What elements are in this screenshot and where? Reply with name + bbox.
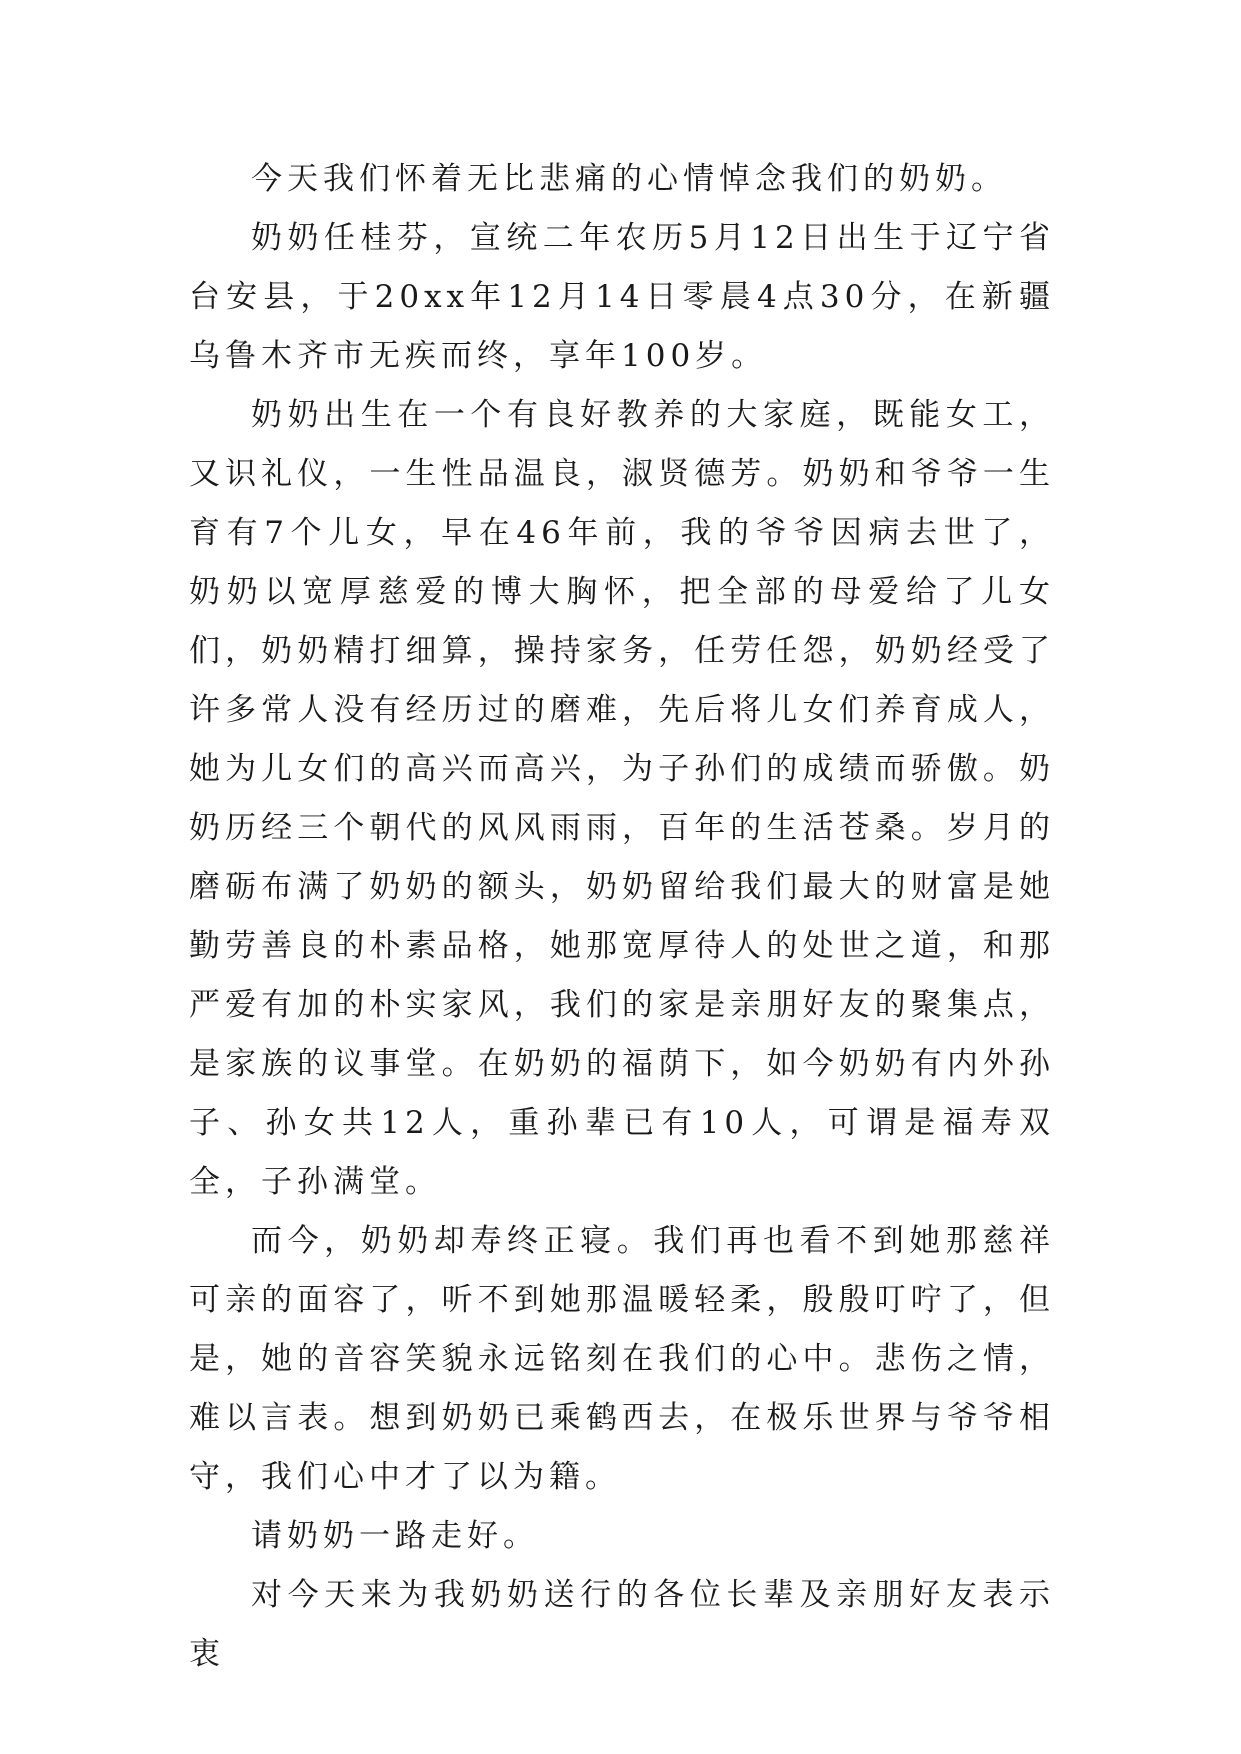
paragraph-thanks: 对今天来为我奶奶送行的各位长辈及亲朋好友表示衷 [189, 1577, 1055, 1672]
paragraph-birth-death: 奶奶任桂芬，宣统二年农历5月12日出生于辽宁省台安县，于20xx年12月14日零晨4点30分，在新疆乌鲁木齐市无疾而终，享年100岁。 [189, 220, 1055, 374]
document-body [189, 150, 1055, 1684]
paragraph-mourning: 而今，奶奶却寿终正寝。我们再也看不到她那慈祥可亲的面容了，听不到她那温暖轻柔，殷殷叮咛了，但是，她的音容笑貌永远铭刻在我们的心中。悲伤之情，难以言表。想到奶奶已乘鹤西去，在极乐世界与爷爷相守，我们心中才了以为籍。 [189, 1223, 1055, 1495]
paragraph-life-story: 奶奶出生在一个有良好教养的大家庭，既能女工，又识礼仪，一生性品温良，淑贤德芳。奶奶和爷爷一生育有7个儿女，早在46年前，我的爷爷因病去世了，奶奶以宽厚慈爱的博大胸怀，把全部的母爱给了儿女们，奶奶精打细算，操持家务，任劳任怨，奶奶经受了许多常人没有经历过的磨难，先后将儿女们养育成人，她为儿女们的高兴而高兴，为子孙们的成绩而骄傲。奶奶历经三个朝代的风风雨雨，百年的生活苍桑。岁月的磨砺布满了奶奶的额头，奶奶留给我们最大的财富是她勤劳善良的朴素品格，她那宽厚待人的处世之道，和那严爱有加的朴实家风，我们的家是亲朋好友的聚集点，是家族的议事堂。在奶奶的福荫下，如今奶奶有内外孙子、孙女共12人，重孙辈已有10人，可谓是福寿双全，子孙满堂。 [189, 397, 1055, 1200]
paragraph-opening: 今天我们怀着无比悲痛的心情悼念我们的奶奶。 [251, 161, 1007, 197]
paragraph-farewell: 请奶奶一路走好。 [251, 1518, 539, 1554]
